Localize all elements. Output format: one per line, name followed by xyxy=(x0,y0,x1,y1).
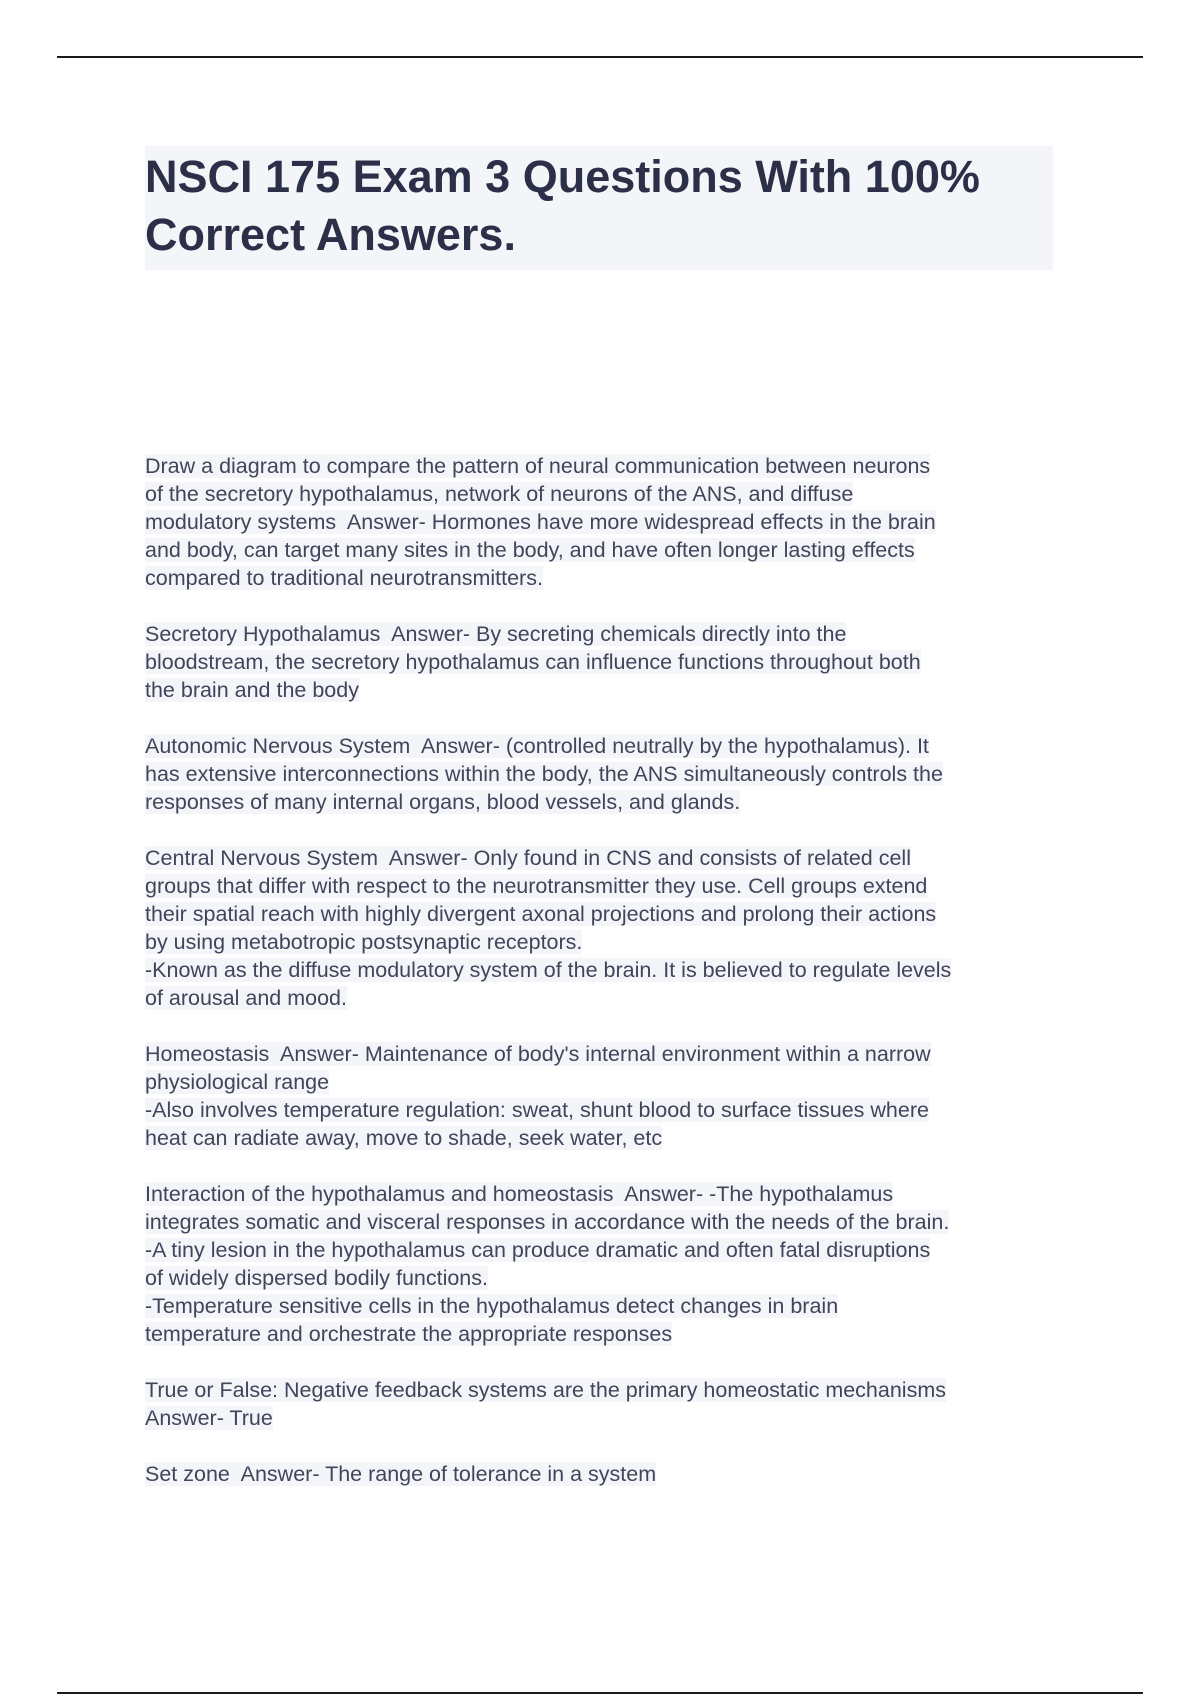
qa-line: integrates somatic and visceral responses in accordance with the needs of the brain. xyxy=(145,1210,950,1234)
document-title xyxy=(145,146,1053,270)
qa-item xyxy=(145,1180,1060,1348)
qa-line: groups that differ with respect to the neurotransmitter they use. Cell groups extend xyxy=(145,874,928,898)
qa-line: compared to traditional neurotransmitters. xyxy=(145,566,543,590)
qa-item xyxy=(145,452,1060,592)
qa-item xyxy=(145,732,1060,816)
qa-item xyxy=(145,1460,1060,1488)
qa-line: -A tiny lesion in the hypothalamus can produce dramatic and often fatal disruptions xyxy=(145,1238,931,1262)
qa-line: and body, can target many sites in the body, and have often longer lasting effects xyxy=(145,538,915,562)
qa-item xyxy=(145,1376,1060,1432)
qa-line: of the secretory hypothalamus, network of neurons of the ANS, and diffuse xyxy=(145,482,854,506)
qa-line: bloodstream, the secretory hypothalamus can influence functions throughout both xyxy=(145,650,921,674)
qa-line: Homeostasis Answer- Maintenance of body's internal environment within a narrow xyxy=(145,1042,931,1066)
qa-line: Interaction of the hypothalamus and homeostasis Answer- -The hypothalamus xyxy=(145,1182,894,1206)
header-rule xyxy=(57,56,1143,58)
qa-line: modulatory systems Answer- Hormones have more widespread effects in the brain xyxy=(145,510,936,534)
qa-line: Answer- True xyxy=(145,1406,273,1430)
footer-rule xyxy=(57,1692,1143,1694)
qa-line: -Known as the diffuse modulatory system of the brain. It is believed to regulate levels xyxy=(145,958,952,982)
qa-line: -Temperature sensitive cells in the hypothalamus detect changes in brain xyxy=(145,1294,839,1318)
qa-line: heat can radiate away, move to shade, seek water, etc xyxy=(145,1126,663,1150)
title-line: Correct Answers. xyxy=(145,209,516,260)
qa-line: Autonomic Nervous System Answer- (controlled neutrally by the hypothalamus). It xyxy=(145,734,929,758)
qa-line: True or False: Negative feedback systems are the primary homeostatic mechanisms xyxy=(145,1378,946,1402)
qa-line: temperature and orchestrate the appropriate responses xyxy=(145,1322,673,1346)
qa-line: of arousal and mood. xyxy=(145,986,347,1010)
title-line: NSCI 175 Exam 3 Questions With 100% xyxy=(145,151,980,202)
qa-line: has extensive interconnections within the body, the ANS simultaneously controls the xyxy=(145,762,943,786)
qa-item xyxy=(145,620,1060,704)
qa-list xyxy=(145,452,1060,1516)
qa-line: of widely dispersed bodily functions. xyxy=(145,1266,488,1290)
qa-line: Set zone Answer- The range of tolerance in a system xyxy=(145,1462,657,1486)
title-block xyxy=(145,146,1053,270)
qa-line: Secretory Hypothalamus Answer- By secreting chemicals directly into the xyxy=(145,622,847,646)
qa-line: responses of many internal organs, blood vessels, and glands. xyxy=(145,790,741,814)
qa-line: -Also involves temperature regulation: sweat, shunt blood to surface tissues where xyxy=(145,1098,929,1122)
qa-item xyxy=(145,1040,1060,1152)
qa-item xyxy=(145,844,1060,1012)
qa-line: the brain and the body xyxy=(145,678,359,702)
qa-line: Draw a diagram to compare the pattern of neural communication between neurons xyxy=(145,454,931,478)
qa-line: physiological range xyxy=(145,1070,330,1094)
qa-line: by using metabotropic postsynaptic receptors. xyxy=(145,930,583,954)
qa-line: their spatial reach with highly divergent axonal projections and prolong their actions xyxy=(145,902,937,926)
qa-line: Central Nervous System Answer- Only found in CNS and consists of related cell xyxy=(145,846,911,870)
